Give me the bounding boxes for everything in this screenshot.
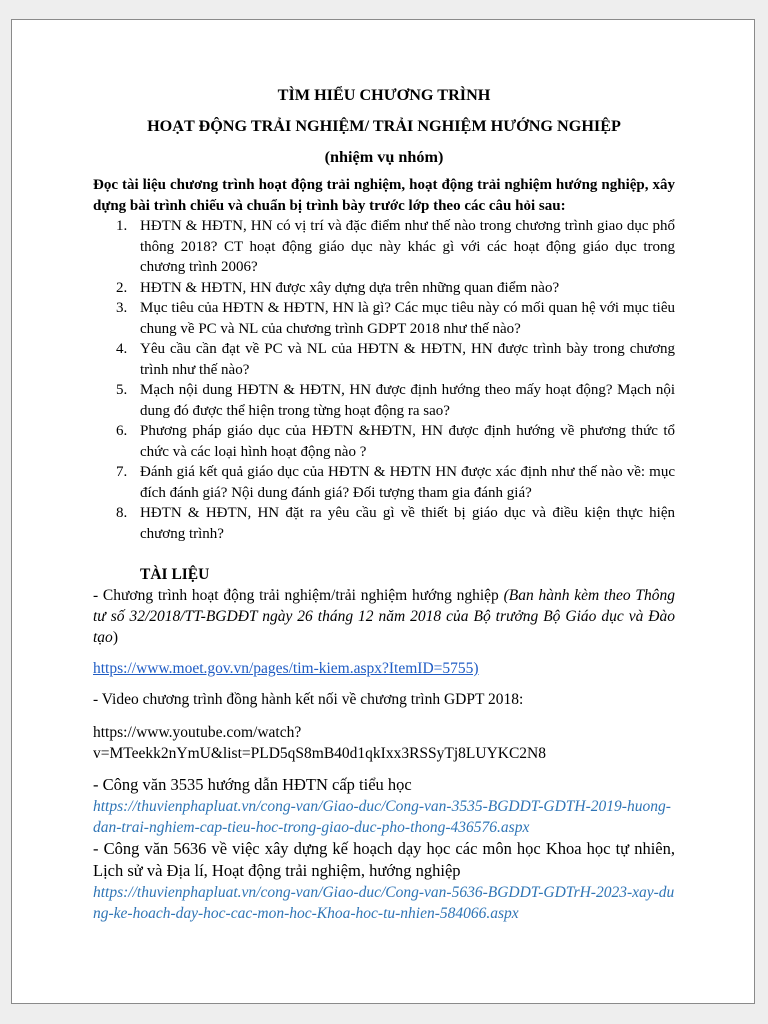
question-item bbox=[93, 216, 675, 278]
reference-1-source-note: (Ban hành kèm theo Thông tư số 32/2018/TT-BGDĐT ngày 26 tháng 12 năm 2018 của Bộ trưởng Bộ Giáo dục và Đào tạo bbox=[93, 587, 675, 646]
document-title-line-2: HOẠT ĐỘNG TRẢI NGHIỆM/ TRẢI NGHIỆM HƯỚNG NGHIỆP bbox=[147, 117, 621, 135]
question-text: HĐTN & HĐTN, HN đặt ra yêu cầu gì về thiết bị giáo dục và điều kiện thực hiện chương trình? bbox=[140, 505, 675, 542]
question-number: 1. bbox=[116, 218, 128, 234]
reference-2-url bbox=[93, 722, 675, 764]
question-list bbox=[93, 216, 675, 544]
reference-2-url-line-1[interactable]: https://www.youtube.com/watch? bbox=[93, 724, 302, 741]
question-text: Mục tiêu của HĐTN & HĐTN, HN là gì? Các mục tiêu này có mối quan hệ với mục tiêu chung về PC và NL của chương trình GDPT 2018 như thế nào? bbox=[140, 300, 675, 337]
question-number: 3. bbox=[116, 300, 128, 316]
question-text: Đánh giá kết quả giáo dục của HĐTN & HĐTN HN được xác định như thế nào về: mục đích đánh giá? Nội dung đánh giá? Đối tượng tham gia đánh giá? bbox=[140, 464, 675, 501]
question-number: 7. bbox=[116, 464, 128, 480]
reference-1-title: - Chương trình hoạt động trải nghiệm/trải nghiệm hướng nghiệp bbox=[93, 587, 504, 604]
question-item bbox=[93, 278, 675, 299]
reference-4-link[interactable]: https://thuvienphapluat.vn/cong-van/Giao-duc/Cong-van-5636-BGDDT-GDTrH-2023-xay-dung-ke-hoach-day-hoc-cac-mon-hoc-Khoa-hoc-tu-nhien-584066.aspx bbox=[93, 884, 675, 922]
reference-2-url-line-2[interactable]: v=MTeekk2nYmU&list=PLD5qS8mB40d1qkIxx3RSSyTj8LUYKC2N8 bbox=[93, 745, 547, 762]
document-subtitle: (nhiệm vụ nhóm) bbox=[324, 148, 444, 166]
question-text: Mạch nội dung HĐTN & HĐTN, HN được định hướng theo mấy hoạt động? Mạch nội dung đó được thể hiện trong từng hoạt động ra sao? bbox=[140, 382, 675, 419]
question-text: Phương pháp giáo dục của HĐTN &HĐTN, HN được định hướng về phương thức tổ chức và các loại hình hoạt động nào ? bbox=[140, 423, 675, 460]
task-instructions: Đọc tài liệu chương trình hoạt động trải nghiệm, hoạt động trải nghiệm hướng nghiệp, xây dựng bài trình chiếu và chuẩn bị trình bày trước lớp theo các câu hỏi sau: bbox=[93, 177, 675, 214]
question-item bbox=[93, 380, 675, 421]
reference-1 bbox=[93, 585, 675, 648]
reference-3-link[interactable]: https://thuvienphapluat.vn/cong-van/Giao-duc/Cong-van-3535-BGDDT-GDTH-2019-huong-dan-trai-nghiem-cap-tieu-hoc-trong-giao-duc-pho-thong-436576.aspx bbox=[93, 798, 671, 836]
question-number: 6. bbox=[116, 423, 128, 439]
question-item bbox=[93, 421, 675, 462]
question-item bbox=[93, 339, 675, 380]
references-heading: TÀI LIỆU bbox=[140, 566, 210, 583]
question-item bbox=[93, 503, 675, 544]
question-number: 4. bbox=[116, 341, 128, 357]
document-page bbox=[11, 19, 755, 1004]
question-number: 2. bbox=[116, 279, 128, 296]
document-title-line-1: TÌM HIỂU CHƯƠNG TRÌNH bbox=[277, 86, 491, 104]
reference-1-link[interactable]: https://www.moet.gov.vn/pages/tim-kiem.aspx?ItemID=5755) bbox=[93, 660, 479, 677]
question-number: 8. bbox=[116, 505, 128, 521]
reference-1-close-paren: ) bbox=[112, 629, 118, 646]
reference-2: - Video chương trình đồng hành kết nối về chương trình GDPT 2018: bbox=[93, 691, 524, 708]
reference-4: - Công văn 5636 về việc xây dựng kế hoạch dạy học các môn học Khoa học tự nhiên, Lịch sử và Địa lí, Hoạt động trải nghiệm, hướng nghiệp bbox=[93, 839, 675, 880]
question-text: HĐTN & HĐTN, HN được xây dựng dựa trên những quan điểm nào? bbox=[140, 279, 560, 296]
question-text: Yêu cầu cần đạt về PC và NL của HĐTN & HĐTN, HN được trình bày trong chương trình như thế nào? bbox=[140, 341, 675, 378]
question-item bbox=[93, 462, 675, 503]
reference-1-link-row bbox=[93, 658, 675, 679]
document-content bbox=[93, 84, 675, 924]
question-number: 5. bbox=[116, 382, 128, 398]
question-text: HĐTN & HĐTN, HN có vị trí và đặc điểm như thế nào trong chương trình giao dục phổ thông 2018? CT hoạt động giáo dục này khác gì với các hoạt động giáo dục trong chương trình 2006? bbox=[140, 218, 675, 275]
question-item bbox=[93, 298, 675, 339]
reference-3: - Công văn 3535 hướng dẫn HĐTN cấp tiểu học bbox=[93, 775, 412, 794]
